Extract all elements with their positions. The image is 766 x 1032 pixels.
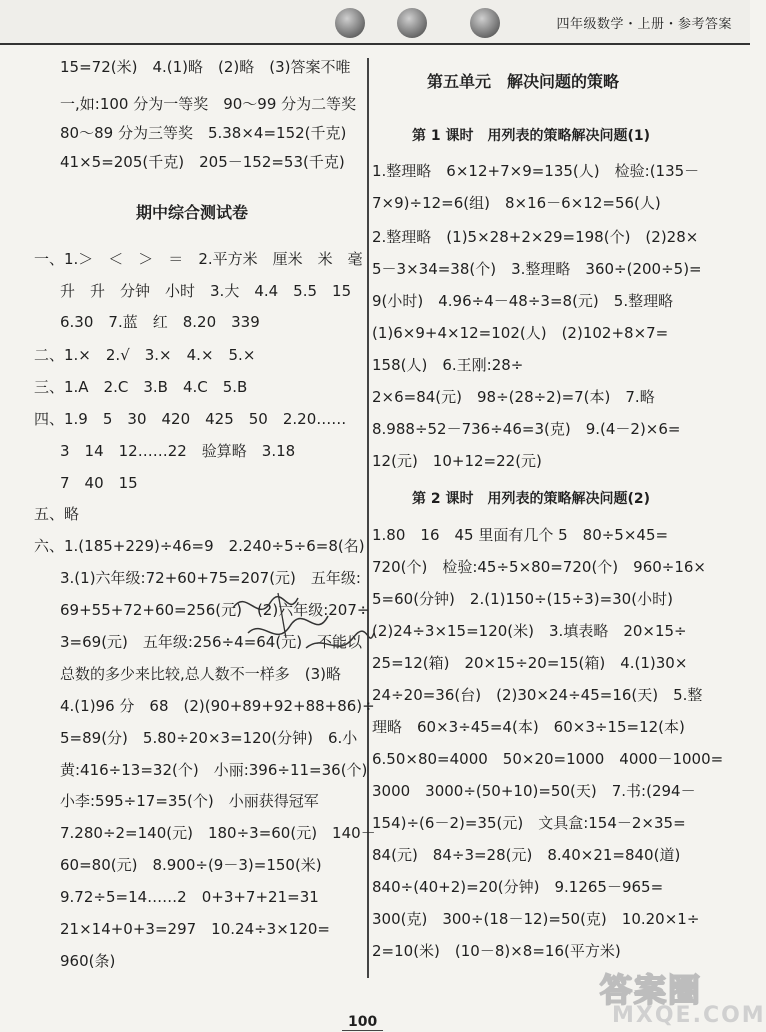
answer-line: 黄:416÷13=32(个) 小丽:396÷11=36(个) — [60, 761, 368, 779]
answer-line: 5=89(分) 5.80÷20×3=120(分钟) 6.小 — [60, 729, 358, 747]
lesson-title: 第 1 课时 用列表的策略解决问题(1) — [412, 128, 651, 144]
answer-line: 3=69(元) 五年级:256÷4=64(元) 不能以 — [60, 633, 363, 651]
answer-line: 25=12(箱) 20×15÷20=15(箱) 4.(1)30× — [372, 654, 688, 672]
answer-line: 960(条) — [60, 952, 116, 970]
section-title: 期中综合测试卷 — [136, 203, 249, 222]
answer-line: 15=72(米) 4.(1)略 (2)略 (3)答案不唯 — [60, 58, 351, 76]
answer-line: (2)24÷3×15=120(米) 3.填表略 20×15÷ — [372, 622, 687, 640]
answer-line: 158(人) 6.王刚:28÷ — [372, 356, 524, 374]
answer-line: 7.280÷2=140(元) 180÷3=60(元) 140－ — [60, 824, 376, 842]
answer-line: 24÷20=36(台) (2)30×24÷45=16(天) 5.整 — [372, 686, 703, 704]
answer-line: 300(克) 300÷(18－12)=50(克) 10.20×1÷ — [372, 910, 700, 928]
answer-line: 60=80(元) 8.900÷(9－3)=150(米) — [60, 856, 322, 874]
page-header — [0, 0, 750, 44]
answer-line: 80～89 分为三等奖 5.38×4=152(千克) — [60, 124, 347, 142]
answer-line: 3 14 12……22 验算略 3.18 — [60, 442, 296, 460]
answer-line: 154)÷(6－2)=35(元) 文具盒:154－2×35= — [372, 814, 686, 832]
answer-line: 4.(1)96 分 68 (2)(90+89+92+88+86)÷ — [60, 697, 375, 715]
answer-line: 6.30 7.蓝 红 8.20 339 — [60, 313, 260, 331]
answer-line: 69+55+72+60=256(元) (2)六年级:207÷ — [60, 601, 370, 619]
answer-line: 一,如:100 分为一等奖 90～99 分为二等奖 — [60, 95, 357, 113]
answer-line: 720(个) 检验:45÷5×80=720(个) 960÷16× — [372, 558, 706, 576]
answer-line: 3000 3000÷(50+10)=50(天) 7.书:(294－ — [372, 782, 696, 800]
answer-line: 2=10(米) (10－8)×8=16(平方米) — [372, 942, 621, 960]
answer-line: (1)6×9+4×12=102(人) (2)102+8×7= — [372, 324, 669, 342]
answer-line: 小李:595÷17=35(个) 小丽获得冠军 — [60, 792, 319, 810]
answer-line: 二、1.× 2.√ 3.× 4.× 5.× — [34, 346, 256, 364]
decorative-ornament-icon — [397, 8, 427, 38]
answer-line: 7×9)÷12=6(组) 8×16－6×12=56(人) — [372, 194, 661, 212]
handwritten-scribble-annotation — [228, 578, 378, 668]
answer-line: 2×6=84(元) 98÷(28÷2)=7(本) 7.略 — [372, 388, 655, 406]
answer-line: 7 40 15 — [60, 474, 138, 492]
answer-line: 升 升 分钟 小时 3.大 4.4 5.5 15 — [60, 282, 352, 300]
answer-line: 2.整理略 (1)5×28+2×29=198(个) (2)28× — [372, 228, 699, 246]
watermark-logo — [570, 965, 766, 1029]
answer-line: 8.988÷52－736÷46=3(克) 9.(4－2)×6= — [372, 420, 681, 438]
answer-line: 41×5=205(千克) 205－152=53(千克) — [60, 153, 345, 171]
answer-line: 5=60(分钟) 2.(1)150÷(15÷3)=30(小时) — [372, 590, 673, 608]
answer-line: 三、1.A 2.C 3.B 4.C 5.B — [34, 378, 248, 396]
watermark-text: 答案圈 — [600, 971, 703, 1009]
header-title: 四年级数学・上册・参考答案 — [556, 17, 732, 32]
answer-line: 84(元) 84÷3=28(元) 8.40×21=840(道) — [372, 846, 681, 864]
answer-line: 1.80 16 45 里面有几个 5 80÷5×45= — [372, 526, 669, 544]
answer-line: 21×14+0+3=297 10.24÷3×120= — [60, 920, 330, 938]
page-number: 100 — [342, 1014, 383, 1031]
answer-line: 总数的多少来比较,总人数不一样多 (3)略 — [60, 665, 342, 683]
decorative-ornament-icon — [335, 8, 365, 38]
answer-line: 12(元) 10+12=22(元) — [372, 452, 542, 470]
answer-line: 1.整理略 6×12+7×9=135(人) 检验:(135－ — [372, 162, 700, 180]
answer-line: 9(小时) 4.96÷4－48÷3=8(元) 5.整理略 — [372, 292, 674, 310]
answer-line: 6.50×80=4000 50×20=1000 4000－1000= — [372, 750, 724, 768]
answer-line: 六、1.(185+229)÷46=9 2.240÷5÷6=8(名) — [34, 537, 365, 555]
answer-line: 理略 60×3÷45=4(本) 60×3÷15=12(本) — [372, 718, 685, 736]
answer-line: 五、略 — [34, 505, 80, 523]
answer-line: 5－3×34=38(个) 3.整理略 360÷(200÷5)= — [372, 260, 702, 278]
answer-line: 一、1.＞ ＜ ＞ ＝ 2.平方米 厘米 米 毫 — [34, 250, 363, 268]
lesson-title: 第 2 课时 用列表的策略解决问题(2) — [412, 491, 651, 507]
answer-line: 3.(1)六年级:72+60+75=207(元) 五年级: — [60, 569, 361, 587]
answer-line: 9.72÷5=14……2 0+3+7+21=31 — [60, 888, 319, 906]
header-decoration — [335, 8, 505, 42]
answer-line: 四、1.9 5 30 420 425 50 2.20…… — [34, 410, 347, 428]
answer-line: 840÷(40+2)=20(分钟) 9.1265－965= — [372, 878, 664, 896]
header-rule — [0, 43, 750, 45]
unit-title: 第五单元 解决问题的策略 — [427, 72, 620, 91]
watermark-url: MXQE.COM — [612, 1003, 766, 1028]
decorative-ornament-icon — [470, 8, 500, 38]
